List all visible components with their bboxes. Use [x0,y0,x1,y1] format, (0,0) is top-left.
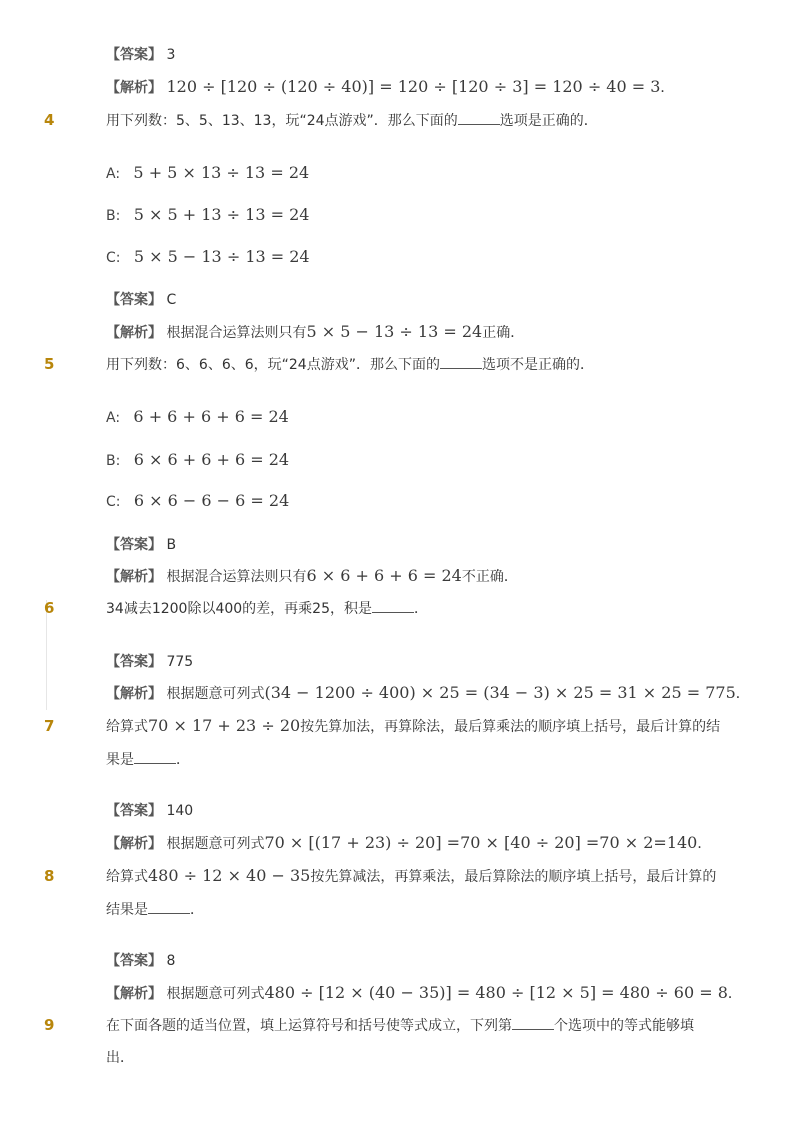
stem-text: ． [190,902,204,918]
analysis-text: 根据题意可列式 [166,836,265,852]
analysis-label: 【解析】 [106,986,162,1002]
stem-text: 结果是 [106,902,148,918]
answer-line [106,45,175,65]
option-c [106,247,310,268]
analysis-text: 根据题意可列式 [166,986,265,1002]
option-c [106,491,289,512]
stem-math: 70 × 17 + 23 ÷ 20 [148,716,301,735]
analysis-text: 根据题意可列式 [166,686,265,702]
stem-text: 出． [106,1050,134,1066]
answer-line [106,951,175,971]
stem-text: 用下列数：5、5、13、13，玩“24点游戏”．那么下面的 [106,113,458,129]
stem-text: 个选项中的等式能够填 [554,1018,694,1034]
option-letter: A: [106,410,121,426]
analysis-math: 5 × 5 − 13 ÷ 13 = 24 [306,322,483,341]
analysis-tail: ． [735,686,750,702]
analysis-text: 根据混合运算法则只有 [166,569,307,585]
fill-blank [458,110,500,125]
question-stem [106,866,716,887]
answer-label: 【答案】 [106,537,162,553]
option-expression: 5 × 5 − 13 ÷ 13 = 24 [133,247,310,266]
stem-math: 480 ÷ 12 × 40 − 35 [148,866,311,885]
analysis-math: (34 − 1200 ÷ 400) × 25 = (34 − 3) × 25 = 31 × 25 = 775 [264,683,736,702]
question-stem [106,716,720,737]
analysis-line [106,322,524,343]
stem-text: 按先算加法，再算除法，最后算乘法的顺序填上括号，最后计算的结 [300,719,721,735]
question-number: 9 [44,1016,55,1034]
question-number: 8 [44,867,55,885]
analysis-label: 【解析】 [106,80,162,96]
analysis-math: 70 × [(17 + 23) ÷ 20] =70 × [40 ÷ 20] =70 × 2=140 [264,833,698,852]
answer-line [106,652,193,672]
fill-blank [440,354,482,369]
analysis-line [106,566,518,587]
analysis-text: 根据混合运算法则只有 [166,325,307,341]
analysis-tail: ． [727,986,742,1002]
analysis-math: 6 × 6 + 6 + 6 = 24 [306,566,462,585]
analysis-label: 【解析】 [106,569,162,585]
analysis-line: 【解析】 120 ÷ [120 ÷ (120 ÷ 40)] = 120 ÷ [120 ÷ 3] = 120 ÷ 40 = 3． [106,77,675,96]
question-stem [106,110,598,131]
analysis-tail: 正确． [482,325,525,341]
option-letter: C: [106,494,121,510]
option-b [106,450,289,471]
fill-blank [134,749,176,764]
analysis-tail: 不正确． [461,569,518,585]
option-letter: B: [106,453,121,469]
option-letter: C: [106,250,121,266]
question-stem-line2 [106,1048,134,1068]
stem-text: ． [413,601,428,617]
question-stem-line2 [106,749,190,770]
option-b [106,205,309,226]
option-expression: 6 + 6 + 6 + 6 = 24 [133,407,289,426]
option-letter: B: [106,208,121,224]
analysis-label: 【解析】 [106,325,162,341]
question-stem [106,1015,694,1036]
question-stem [106,354,594,375]
option-expression: 5 + 5 × 13 ÷ 13 = 24 [133,163,310,182]
option-a [106,163,309,184]
stem-text: 34减去1200除以400的差，再乘25，积是 [106,601,372,617]
fill-blank [148,899,190,914]
answer-line [106,290,176,310]
stem-text: 给算式 [106,869,148,885]
answer-label: 【答案】 [106,953,162,969]
analysis-line [106,833,711,854]
stem-text: 在下面各题的适当位置，填上运算符号和括号使等式成立，下列第 [106,1018,512,1034]
question-number: 7 [44,717,55,735]
stem-text: ． [176,752,190,768]
option-a [106,407,289,428]
stem-text: 用下列数：6、6、6、6，玩“24点游戏”．那么下面的 [106,357,440,373]
question-number: 5 [44,355,55,373]
answer-label: 【答案】 [106,654,162,670]
stem-text: 选项不是正确的． [481,357,594,373]
option-expression: 6 × 6 − 6 − 6 = 24 [133,491,290,510]
question-stem [106,598,428,619]
answer-value: B [166,537,177,553]
answer-value: 3 [166,47,176,63]
analysis-line [106,683,750,704]
option-letter: A: [106,166,121,182]
analysis-tail: ． [697,836,712,852]
fill-blank [372,598,414,613]
question-stem-line2 [106,899,204,920]
question-number: 6 [44,599,55,617]
question-number: 4 [44,111,55,129]
option-expression: 6 × 6 + 6 + 6 = 24 [133,450,290,469]
stem-text: 果是 [106,752,134,768]
analysis-math: 120 ÷ [120 ÷ (120 ÷ 40)] = 120 ÷ [120 ÷ 3] = 120 ÷ 40 = 3 [166,77,661,96]
answer-label: 【答案】 [106,803,162,819]
stem-text: 按先算减法，再算乘法，最后算除法的顺序填上括号，最后计算的 [310,869,717,885]
fill-blank [512,1015,554,1030]
answer-label: 【答案】 [106,292,162,308]
answer-value: 775 [166,654,194,670]
answer-value: C [166,292,177,308]
analysis-math: 480 ÷ [12 × (40 − 35)] = 480 ÷ [12 × 5] = 480 ÷ 60 = 8 [264,983,728,1002]
stem-text: 给算式 [106,719,148,735]
analysis-label: 【解析】 [106,686,162,702]
answer-line [106,535,176,555]
stem-text: 选项是正确的． [499,113,598,129]
answer-label: 【答案】 [106,47,162,63]
answer-line [106,801,193,821]
analysis-line [106,983,742,1004]
answer-value: 140 [166,803,194,819]
analysis-label: 【解析】 [106,836,162,852]
answer-value: 8 [166,953,176,969]
option-expression: 5 × 5 + 13 ÷ 13 = 24 [133,205,310,224]
